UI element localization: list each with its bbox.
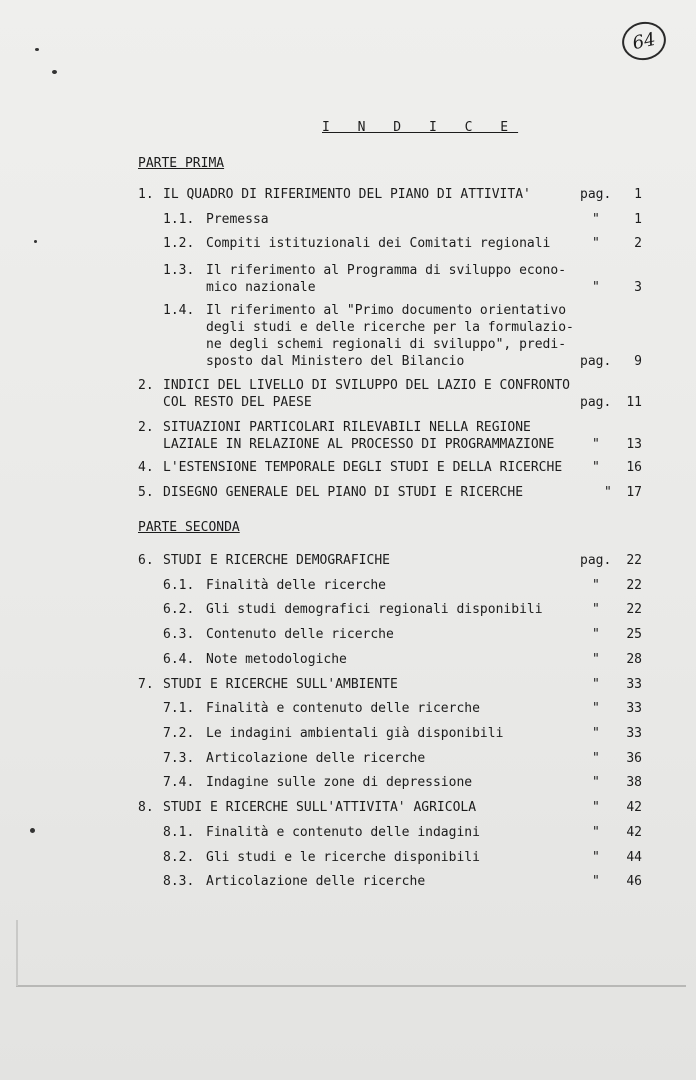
toc-entry-title: Finalità delle ricerche [206,578,387,593]
toc-entry-title: Finalità e contenuto delle indagini [206,825,480,840]
toc-entry-number: 8.1. [163,825,195,840]
toc-entry-number: 4. [138,460,154,475]
toc-page-number: 2 [634,236,642,251]
toc-page-label: " [592,850,600,865]
toc-page-number: 1 [634,212,642,227]
toc-page-number: 9 [634,354,642,369]
toc-entry-number: 8.2. [163,850,195,865]
toc-entry-title: Gli studi demografici regionali disponibili [206,602,543,617]
toc-page-label: " [592,775,600,790]
toc-page-number: 25 [626,627,642,642]
toc-entry-number: 1.4. [163,303,195,318]
toc-page-label: pag. [580,187,612,202]
toc-entry-number: 6.1. [163,578,195,593]
toc-entry-title: STUDI E RICERCHE SULL'ATTIVITA' AGRICOLA [163,800,477,815]
toc-entry-title: Le indagini ambientali già disponibili [206,726,504,741]
toc-page-number: 13 [626,437,642,452]
toc-entry-number: 6.3. [163,627,195,642]
toc-entry-number: 6. [138,553,154,568]
toc-entry-title: Note metodologiche [206,652,347,667]
toc-page-number: 22 [626,602,642,617]
toc-entry-title: Il riferimento al "Primo documento orientativo degli studi e delle ricerche per la formulazio- ne degli schemi regionali di sviluppo", predi- sposto dal Ministero del Bilancio [206,303,574,369]
scan-speck [34,240,37,243]
toc-entry-number: 2. [138,378,154,393]
toc-page-number: 1 [634,187,642,202]
fold-line-vertical [16,920,18,986]
scan-speck [30,828,35,833]
toc-entry-title: SITUAZIONI PARTICOLARI RILEVABILI NELLA REGIONE LAZIALE IN RELAZIONE AL PROCESSO DI PROGRAMMAZIONE [163,420,555,452]
toc-entry-title: Compiti istituzionali dei Comitati regionali [206,236,551,251]
toc-entry-title: L'ESTENSIONE TEMPORALE DEGLI STUDI E DELLA RICERCHE [163,460,563,475]
toc-page-label: pag. [580,395,612,410]
toc-entry-number: 7.1. [163,701,195,716]
toc-page-label: " [592,602,600,617]
toc-page-label: " [592,437,600,452]
toc-page-number: 22 [626,553,642,568]
toc-page-label: " [592,578,600,593]
toc-page-number: 36 [626,751,642,766]
toc-entry-title: Il riferimento al Programma di sviluppo econo- mico nazionale [206,263,567,295]
toc-entry-title: STUDI E RICERCHE SULL'AMBIENTE [163,677,398,692]
toc-entry-number: 7.3. [163,751,195,766]
toc-page-label: " [592,800,600,815]
toc-entry-number: 1. [138,187,154,202]
toc-entry-title: Finalità e contenuto delle ricerche [206,701,480,716]
index-title: I N D I C E [322,120,519,135]
toc-entry-number: 7.2. [163,726,195,741]
toc-page-label: " [592,236,600,251]
toc-page-number: 3 [634,280,642,295]
toc-page-label: " [592,874,600,889]
toc-page-label: " [592,460,600,475]
toc-page-number: 22 [626,578,642,593]
toc-entry-number: 6.4. [163,652,195,667]
toc-entry-title: Gli studi e le ricerche disponibili [206,850,480,865]
toc-page-number: 46 [626,874,642,889]
toc-page-label: " [592,726,600,741]
toc-page-label: " [592,627,600,642]
toc-entry-title: Indagine sulle zone di depressione [206,775,473,790]
toc-entry-number: 7. [138,677,154,692]
toc-entry-number: 8.3. [163,874,195,889]
toc-entry-number: 8. [138,800,154,815]
toc-page-label: " [592,652,600,667]
part-two-heading: PARTE SECONDA [138,520,240,535]
toc-page-label: " [592,677,600,692]
toc-entry-number: 1.1. [163,212,195,227]
toc-page-label: " [592,701,600,716]
fold-line [16,985,686,987]
toc-entry-title: Premessa [206,212,269,227]
toc-entry-title: Contenuto delle ricerche [206,627,394,642]
toc-page-label: pag. [580,553,612,568]
toc-entry-number: 5. [138,485,154,500]
toc-page-label: " [604,485,612,500]
toc-page-label: " [592,280,600,295]
toc-page-number: 11 [626,395,642,410]
page-number-stamp: 64 [619,18,670,64]
toc-page-number: 42 [626,800,642,815]
toc-page-number: 33 [626,677,642,692]
toc-page-label: " [592,212,600,227]
toc-page-number: 28 [626,652,642,667]
toc-page-number: 17 [626,485,642,500]
toc-entry-title: IL QUADRO DI RIFERIMENTO DEL PIANO DI ATTIVITA' [163,187,531,202]
toc-page-number: 33 [626,701,642,716]
toc-page-number: 38 [626,775,642,790]
toc-page-number: 16 [626,460,642,475]
toc-entry-number: 7.4. [163,775,195,790]
toc-entry-title: STUDI E RICERCHE DEMOGRAFICHE [163,553,390,568]
toc-entry-number: 1.2. [163,236,195,251]
scan-speck [52,70,57,74]
part-one-heading: PARTE PRIMA [138,156,225,171]
toc-entry-title: Articolazione delle ricerche [206,874,426,889]
toc-entry-number: 2. [138,420,154,435]
toc-entry-number: 1.3. [163,263,195,278]
toc-page-number: 44 [626,850,642,865]
toc-page-label: " [592,825,600,840]
toc-page-label: pag. [580,354,612,369]
toc-page-label: " [592,751,600,766]
toc-page-number: 42 [626,825,642,840]
scan-speck [35,48,39,51]
toc-page-number: 33 [626,726,642,741]
toc-entry-title: Articolazione delle ricerche [206,751,426,766]
toc-entry-title: DISEGNO GENERALE DEL PIANO DI STUDI E RICERCHE [163,485,524,500]
toc-entry-title: INDICI DEL LIVELLO DI SVILUPPO DEL LAZIO E CONFRONTO COL RESTO DEL PAESE [163,378,570,410]
toc-entry-number: 6.2. [163,602,195,617]
